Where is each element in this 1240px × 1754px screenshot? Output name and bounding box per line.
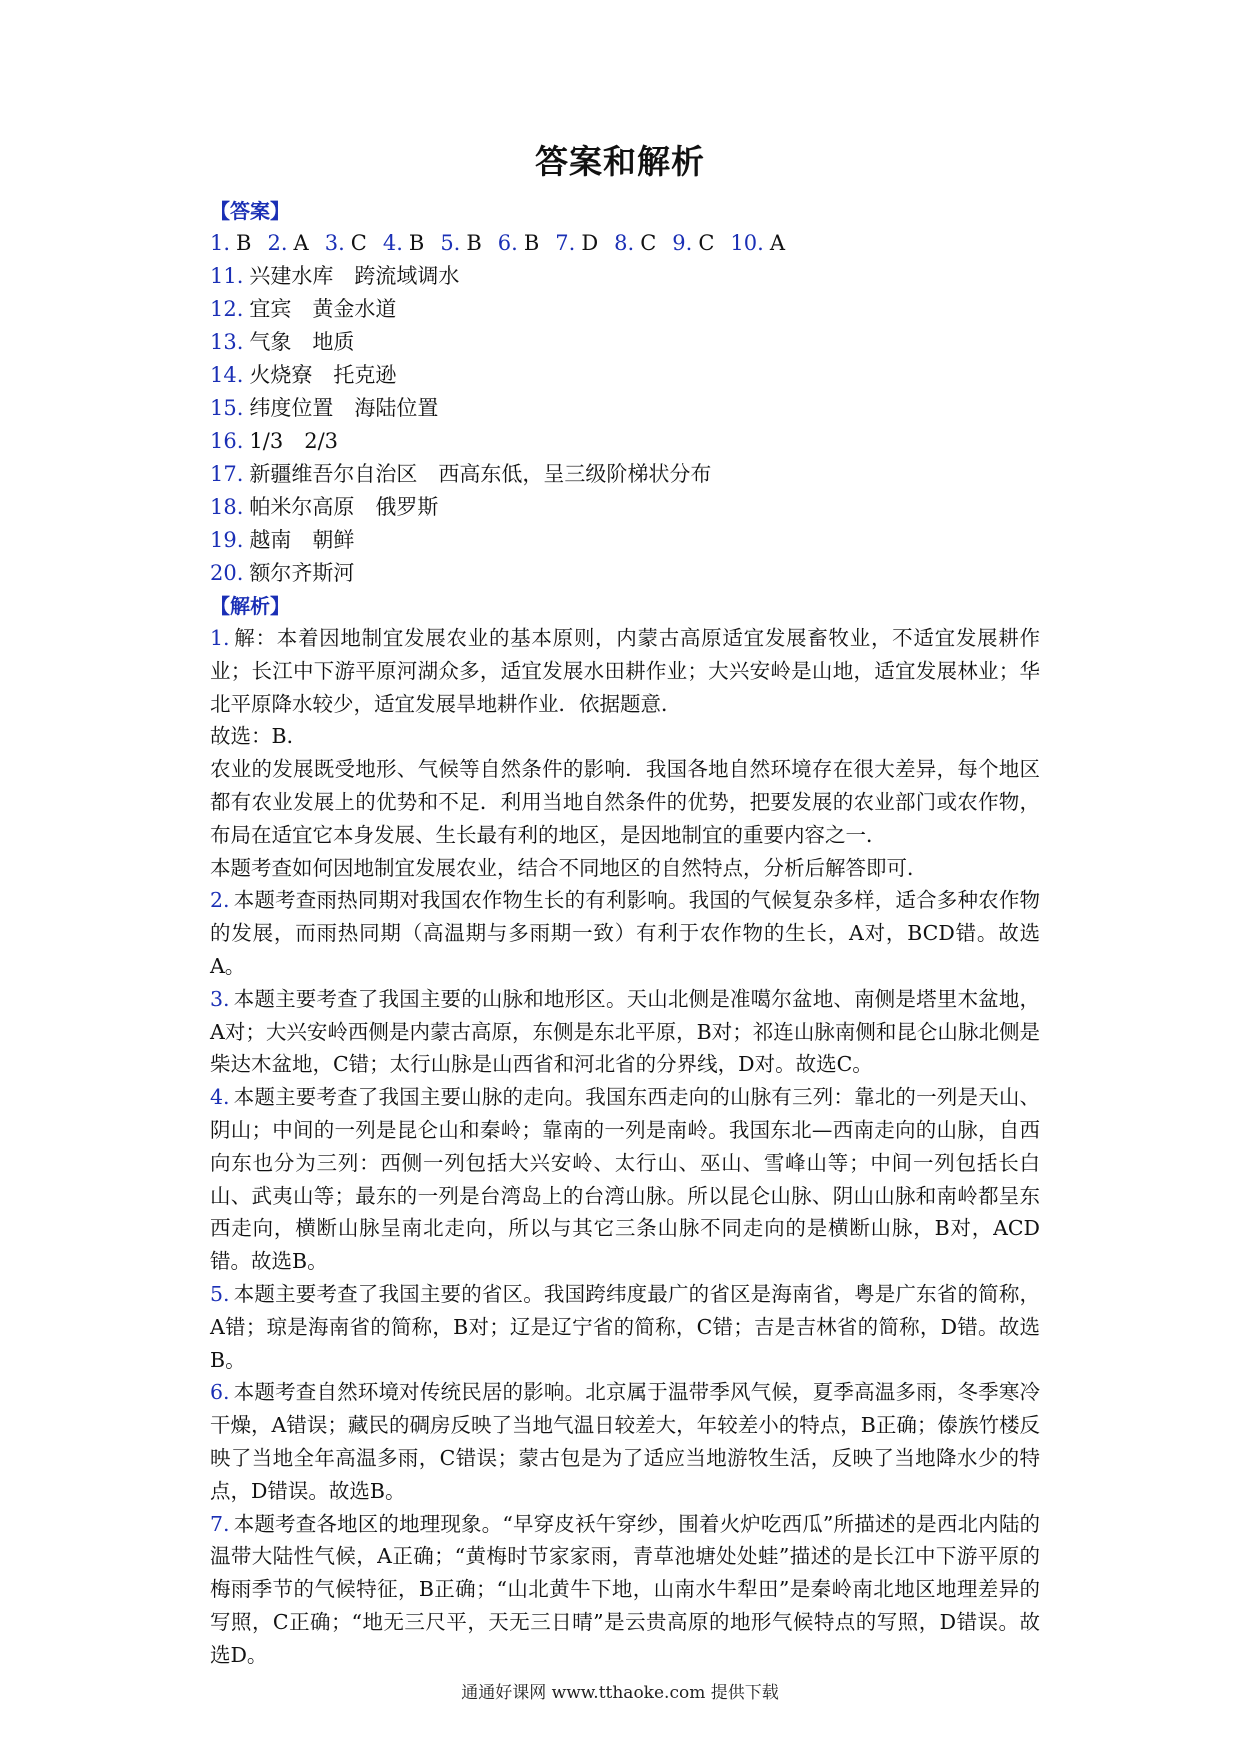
answer-text: 1/3 2/3 <box>249 429 338 453</box>
choice-answer <box>672 227 714 260</box>
answer-text: 气象 地质 <box>249 330 355 354</box>
solution-text: 本题主要考查了我国主要的山脉和地形区。天山北侧是准噶尔盆地、南侧是塔里木盆地，A对；大兴安岭西侧是内蒙古高原，东侧是东北平原，B对；祁连山脉南侧和昆仑山脉北侧是柴达木盆地，C错；太行山脉是山西省和河北省的分界线，D对。故选C。 <box>210 986 1040 1077</box>
answer-number: 14. <box>210 363 244 387</box>
choice-answer <box>730 227 785 260</box>
answer-number: 2. <box>267 231 288 255</box>
choice-answer <box>383 227 424 260</box>
choice-answer <box>325 227 367 260</box>
fill-answer <box>210 491 1040 524</box>
solution-number: 2. <box>210 888 230 913</box>
fill-answer <box>210 359 1040 392</box>
answer-number: 1. <box>210 231 231 255</box>
solution-number: 3. <box>210 986 230 1011</box>
solution-7 <box>210 1508 1040 1672</box>
choice-answer <box>267 227 308 260</box>
solution-3 <box>210 983 1040 1081</box>
solution-text: 本题考查雨热同期对我国农作物生长的有利影响。我国的气候复杂多样，适合多种农作物的发展，而雨热同期（高温期与多雨期一致）有利于农作物的生长，A对，BCD错。故选A。 <box>210 888 1040 978</box>
solution-number: 4. <box>210 1085 230 1110</box>
answer-number: 3. <box>324 231 345 255</box>
page-footer: 通通好课网 www.tthaoke.com 提供下载 <box>461 1683 779 1703</box>
content <box>210 195 1040 1672</box>
solution-1-select: 故选：B． <box>210 724 308 749</box>
fill-answer <box>210 458 1040 491</box>
answer-text: 帕米尔高原 俄罗斯 <box>249 495 439 519</box>
answer-letter: B <box>408 231 425 255</box>
answer-text: 火烧寮 托克逊 <box>249 363 397 387</box>
answer-number: 15. <box>210 396 244 420</box>
answer-heading: 【答案】 <box>210 199 290 223</box>
fill-answer <box>210 293 1040 326</box>
solution-5 <box>210 1278 1040 1376</box>
choice-answer <box>555 227 598 260</box>
fill-answer <box>210 425 1040 458</box>
choice-answers <box>210 227 1040 260</box>
solution-1-note-2: 本题考查如何因地制宜发展农业，结合不同地区的自然特点，分析后解答即可． <box>210 855 928 880</box>
answer-number: 18. <box>210 495 244 519</box>
answer-text: 越南 朝鲜 <box>249 528 355 552</box>
solution-number: 6. <box>210 1380 230 1405</box>
solution-text: 本题考查自然环境对传统民居的影响。北京属于温带季风气候，夏季高温多雨，冬季寒冷干燥，A错误；藏民的碉房反映了当地气温日较差大，年较差小的特点，B正确；傣族竹楼反映了当地全年高温多雨，C错误；蒙古包是为了适应当地游牧生活，反映了当地降水少的特点，D错误。故选B。 <box>210 1380 1040 1503</box>
fill-answer <box>210 524 1040 557</box>
solutions-list <box>210 884 1040 1671</box>
solution-4 <box>210 1081 1040 1278</box>
answer-letter: C <box>350 231 367 255</box>
fill-answer <box>210 392 1040 425</box>
answer-number: 10. <box>730 231 764 255</box>
answer-number: 6. <box>497 231 518 255</box>
solution-text: 解：本着因地制宜发展农业的基本原则，内蒙古高原适宜发展畜牧业，不适宜发展耕作业；长江中下游平原河湖众多，适宜发展水田耕作业；大兴安岭是山地，适宜发展林业；华北平原降水较少，适宜发展旱地耕作业．依据题意． <box>210 626 1040 716</box>
solution-1-note-1: 农业的发展既受地形、气候等自然条件的影响．我国各地自然环境存在很大差异，每个地区都有农业发展上的优势和不足．利用当地自然条件的优势，把要发展的农业部门或农作物，布局在适宜它本身发展、生长最有利的地区，是因地制宜的重要内容之一． <box>210 757 1040 847</box>
answer-number: 9. <box>672 231 693 255</box>
answer-number: 7. <box>555 231 576 255</box>
answer-number: 11. <box>210 264 244 288</box>
answer-letter: D <box>581 231 599 255</box>
answer-number: 13. <box>210 330 244 354</box>
choice-answer <box>440 227 481 260</box>
answer-number: 5. <box>440 231 461 255</box>
solution-number: 7. <box>210 1511 230 1536</box>
answer-number: 17. <box>210 462 244 486</box>
answer-number: 8. <box>614 231 635 255</box>
answer-text: 兴建水库 跨流域调水 <box>249 264 460 288</box>
answer-letter: C <box>698 231 715 255</box>
page-title: 答案和解析 <box>535 142 705 181</box>
answer-text: 额尔齐斯河 <box>249 561 355 585</box>
choice-answer <box>614 227 656 260</box>
answer-number: 12. <box>210 297 244 321</box>
solution-text: 本题主要考查了我国主要山脉的走向。我国东西走向的山脉有三列：靠北的一列是天山、阴山；中间的一列是昆仑山和秦岭；靠南的一列是南岭。我国东北—西南走向的山脉，自西向东也分为三列：西侧一列包括大兴安岭、太行山、巫山、雪峰山等；中间一列包括长白山、武夷山等；最东的一列是台湾岛上的台湾山脉。所以昆仑山脉、阴山山脉和南岭都呈东西走向，横断山脉呈南北走向，所以与其它三条山脉不同走向的是横断山脉，B对，ACD错。故选B。 <box>210 1085 1040 1274</box>
solution-6 <box>210 1376 1040 1507</box>
answer-text: 新疆维吾尔自治区 西高东低，呈三级阶梯状分布 <box>249 462 712 486</box>
answer-number: 4. <box>382 231 403 255</box>
solution-number: 1. <box>210 626 230 650</box>
fill-answers <box>210 260 1040 590</box>
answer-letter: B <box>236 231 252 255</box>
answer-letter: A <box>769 231 785 255</box>
choice-answer <box>498 227 539 260</box>
solution-number: 5. <box>210 1281 230 1306</box>
solution-text: 本题考查各地区的地理现象。“早穿皮袄午穿纱，围着火炉吃西瓜”所描述的是西北内陆的温带大陆性气候，A正确；“黄梅时节家家雨，青草池塘处处蛙”描述的是长江中下游平原的梅雨季节的气候特征，B正确；“山北黄牛下地，山南水牛犁田”是秦岭南北地区地理差异的写照，C正确；“地无三尺平，天无三日晴”是云贵高原的地形气候特点的写照，D错误。故选D。 <box>210 1511 1040 1667</box>
answer-number: 20. <box>210 561 244 585</box>
solution-1 <box>210 622 1040 720</box>
analysis-heading: 【解析】 <box>210 594 290 618</box>
answer-letter: B <box>466 231 482 255</box>
answer-letter: A <box>293 231 309 255</box>
answer-text: 纬度位置 海陆位置 <box>249 396 439 420</box>
answer-text: 宜宾 黄金水道 <box>249 297 397 321</box>
answer-number: 19. <box>210 528 244 552</box>
choice-answer <box>210 227 251 260</box>
fill-answer <box>210 260 1040 293</box>
fill-answer <box>210 557 1040 590</box>
solution-text: 本题主要考查了我国主要的省区。我国跨纬度最广的省区是海南省，粤是广东省的简称，A错；琼是海南省的简称，B对；辽是辽宁省的简称，C错；吉是吉林省的简称，D错。故选B。 <box>210 1281 1040 1372</box>
answer-number: 16. <box>210 429 244 453</box>
fill-answer <box>210 326 1040 359</box>
answer-letter: B <box>523 231 540 255</box>
answer-letter: C <box>640 231 657 255</box>
solution-2 <box>210 884 1040 982</box>
